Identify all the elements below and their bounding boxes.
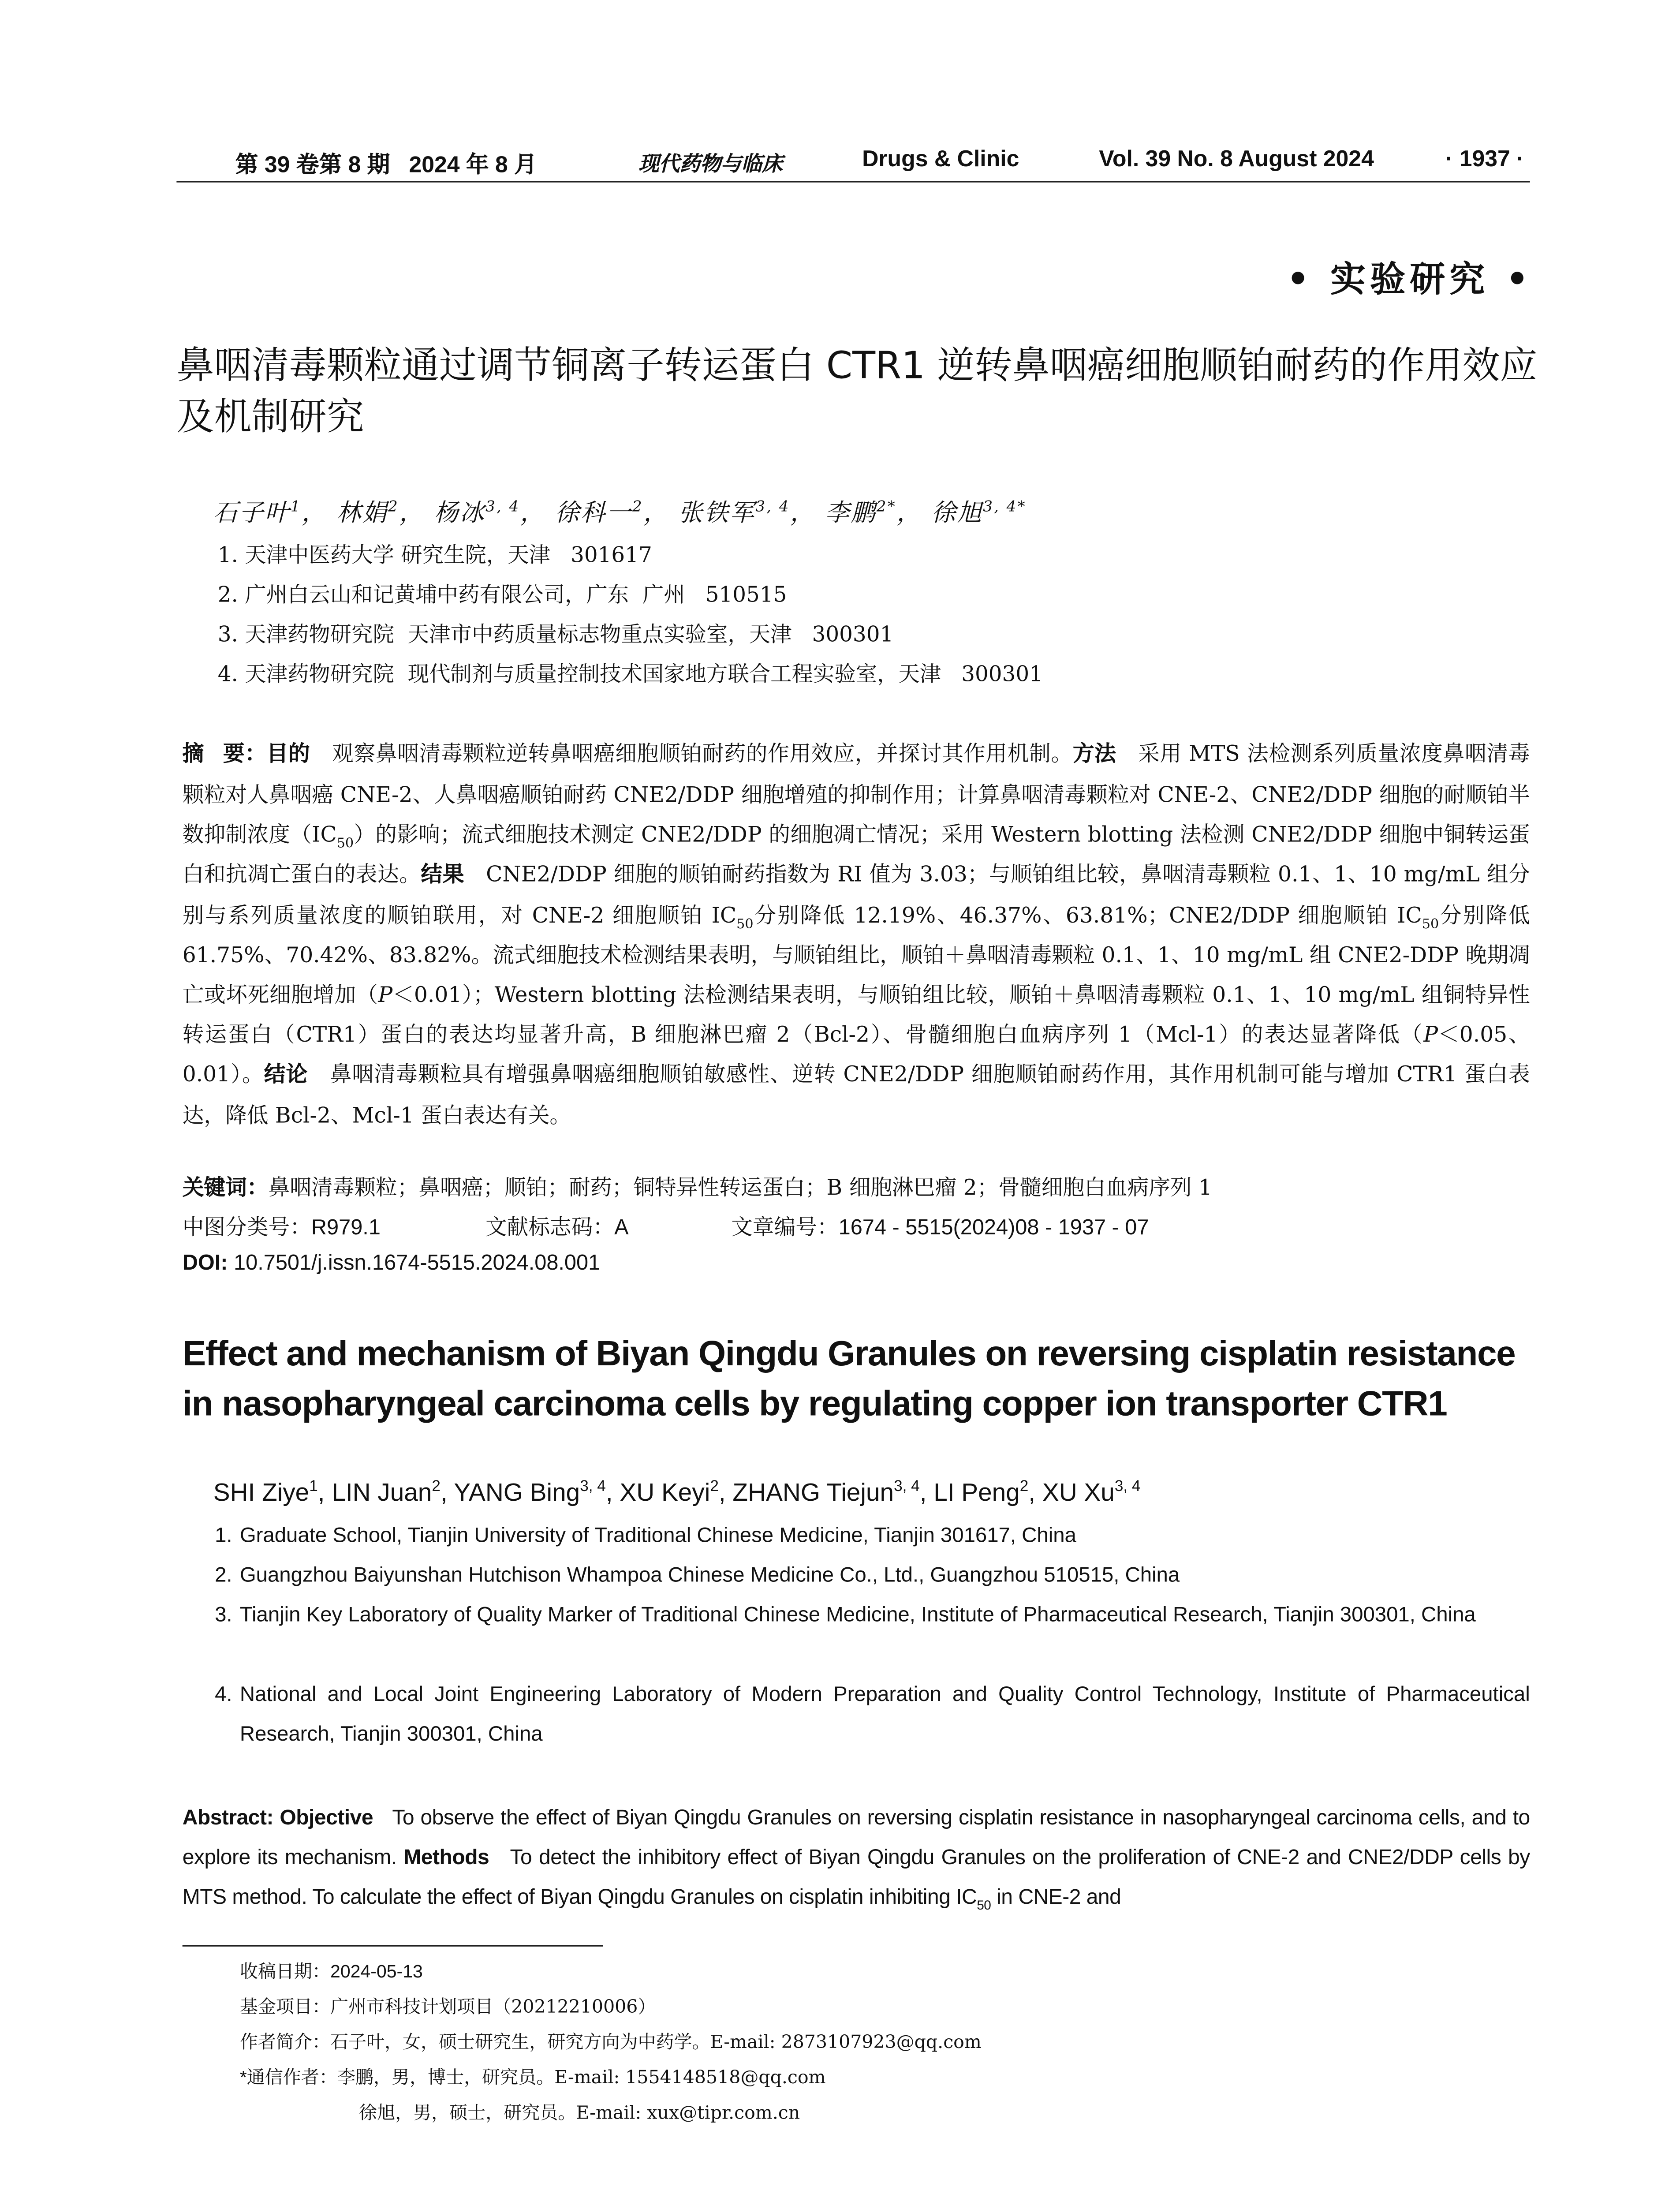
results-text-cont: ＜0.05、0.01）。 <box>182 1022 1530 1088</box>
ic50-subscript: 50 <box>736 918 754 933</box>
author-name: XU Xu <box>1042 1478 1115 1507</box>
affiliation-cn-3: 3. 天津药物研究院 天津市中药质量标志物重点实验室，天津 300301 <box>217 624 894 647</box>
header-journal-en: Drugs & Clinic <box>862 147 1019 172</box>
methods-text: 采用 MTS 法检测系列质量浓度鼻咽清毒颗粒对人鼻咽癌 CNE-2、人鼻咽癌顺铂耐药 CNE2/DDP 细胞增殖的抑制作用；计算鼻咽清毒颗粒对 CNE-2、CNE2/DDP 细胞的耐顺铂半数抑制浓度（IC <box>182 741 1530 848</box>
methods-label: Methods <box>403 1846 489 1870</box>
author-affiliation-mark: 3, 4 <box>485 499 520 516</box>
author-name: 徐旭 <box>931 499 983 527</box>
doc-code-value: A <box>614 1217 629 1241</box>
abstract-label: 摘 要： <box>182 743 267 767</box>
results-text-cont: ＜0.01）；Western blotting 法检测结果表明，与顺铂组比较，顺铂＋鼻咽清毒颗粒 0.1、1、10 mg/mL 组铜特异性转运蛋白（CTR1）蛋白的表达均显著升高，B 细胞淋巴瘤 2（Bcl-2）、骨髓细胞白血病序列 1（Mcl-1）的表达显著降低（ <box>182 983 1530 1048</box>
keywords-chinese <box>183 1171 1212 1202</box>
clc-value: R979.1 <box>311 1217 381 1241</box>
results-text-cont: 分别降低 61.75%、70.42%、83.82%。流式细胞技术检测结果表明，与顺铂组比，顺铂＋鼻咽清毒颗粒 0.1、1、10 mg/mL 组 CNE2-DDP 晚期凋亡或坏死细胞增加（ <box>182 903 1530 1008</box>
author-affiliation-mark: 1 <box>309 1477 318 1495</box>
author-affiliation-mark: 1 <box>290 499 302 516</box>
results-label: 结果 <box>421 863 464 887</box>
footnote-corresponding <box>240 2063 826 2089</box>
footnote-fund <box>240 1992 656 2018</box>
results-text: CNE2/DDP 细胞的顺铂耐药指数为 RI 值为 3.03；与顺铂组比较，鼻咽清毒颗粒 0.1、1、10 mg/mL 组分别与系列质量浓度的顺铂联用，对 CNE-2 细胞顺铂 IC <box>182 862 1530 929</box>
keywords-text: 鼻咽清毒颗粒；鼻咽癌；顺铂；耐药；铜特异性转运蛋白；B 细胞淋巴瘤 2；骨髓细胞白血病序列 1 <box>268 1175 1212 1201</box>
corresponding-author-1: 李鹏，男，博士，研究员。E-mail: 1554148518@qq.com <box>337 2067 826 2088</box>
affiliation-number: 4. <box>215 1683 232 1707</box>
affiliation-en-4 <box>215 1676 1530 1755</box>
author-bio-label: 作者简介： <box>239 2032 330 2053</box>
affiliation-en-2 <box>215 1557 1530 1596</box>
methods-text-cont: in CNE-2 and <box>997 1886 1121 1910</box>
document-code <box>485 1211 629 1242</box>
doi-label: DOI: <box>182 1252 228 1276</box>
classification-line <box>183 1211 381 1242</box>
author-name: 杨冰 <box>434 499 486 527</box>
objective-text: 观察鼻咽清毒颗粒逆转鼻咽癌细胞顺铂耐药的作用效应，并探讨其作用机制。 <box>332 741 1073 767</box>
author-name: XU Keyi <box>620 1478 710 1507</box>
author-affiliation-mark: 2 <box>632 499 643 516</box>
doi-value: 10.7501/j.issn.1674-5515.2024.08.001 <box>234 1252 601 1276</box>
running-header <box>176 143 1530 183</box>
affiliation-cn-1: 1. 天津中医药大学 研究生院，天津 301617 <box>217 544 652 568</box>
affiliation-cn-2: 2. 广州白云山和记黄埔中药有限公司，广东 广州 510515 <box>217 584 787 608</box>
affiliation-en-1 <box>215 1517 1530 1557</box>
ic50-subscript: 50 <box>336 837 354 852</box>
p-value-symbol: P <box>378 983 393 1008</box>
footnote-divider <box>183 1945 603 1947</box>
author-affiliation-mark: 2 <box>432 1477 441 1495</box>
author-name: LIN Juan <box>332 1478 432 1507</box>
results-text-cont: 分别降低 12.19%、46.37%、63.81%；CNE2/DDP 细胞顺铂 IC <box>753 903 1422 929</box>
doc-code-label: 文献标志码： <box>485 1217 615 1241</box>
affiliation-en-3 <box>215 1596 1530 1636</box>
author-name: 张铁军 <box>678 499 756 527</box>
header-page-number: · 1937 · <box>1445 147 1524 172</box>
footnote-corresponding-2 <box>359 2098 800 2125</box>
author-affiliation-mark: 3, 4* <box>983 499 1027 516</box>
affiliation-text: Tianjin Key Laboratory of Quality Marker of Traditional Chinese Medicine, Institute of Pharmaceutical Research, Tianjin 300301, China <box>239 1603 1476 1627</box>
fund-label: 基金项目： <box>239 1996 330 2018</box>
author-affiliation-mark: 3, 4 <box>894 1477 920 1495</box>
author-affiliation-mark: 2* <box>876 499 897 516</box>
article-number <box>731 1211 1149 1242</box>
corresponding-label: *通信作者： <box>239 2067 337 2088</box>
keywords-label: 关键词： <box>182 1177 269 1201</box>
ic50-subscript: 50 <box>1422 918 1439 933</box>
conclusion-text: 鼻咽清毒颗粒具有增强鼻咽癌细胞顺铂敏感性、逆转 CNE2/DDP 细胞顺铂耐药作用，其作用机制可能与增加 CTR1 蛋白表达，降低 Bcl-2、Mcl-1 蛋白表达有关。 <box>182 1062 1530 1129</box>
authors-chinese: 石子叶$^1$， 林娟$^2$， 杨冰$^{3, 4}$， 徐科一$^2$， 张铁军$^{3, 4}$， 李鹏$^{2*}$， 徐旭$^{3, 4*}$ <box>213 499 1027 527</box>
author-name: YANG Bing <box>454 1478 580 1507</box>
author-name: LI Peng <box>933 1478 1020 1507</box>
header-issue: 第 39 卷第 8 期 2024 年 8 月 <box>235 153 537 178</box>
affiliation-number: 2. <box>215 1564 232 1588</box>
affiliation-text: National and Local Joint Engineering Laboratory of Modern Preparation and Quality Control Technology, Institute of Pharmaceutical Research, Tianjin 300301, China <box>239 1683 1530 1747</box>
affiliation-text: Guangzhou Baiyunshan Hutchison Whampoa Chinese Medicine Co., Ltd., Guangzhou 510515, China <box>239 1564 1180 1588</box>
doi-line <box>183 1252 601 1275</box>
header-volume: Vol. 39 No. 8 August 2024 <box>1099 147 1374 172</box>
corresponding-author-2: 徐旭，男，硕士，研究员。E-mail: xux@tipr.com.cn <box>359 2102 800 2123</box>
abstract-objective-label: Abstract: Objective <box>182 1806 373 1831</box>
p-value-symbol: P <box>1423 1022 1438 1048</box>
author-name: SHI Ziye <box>213 1478 310 1507</box>
authors-english: SHI Ziye$^1$, LIN Juan$^2$, YANG Bing$^{3, 4}$, XU Keyi$^2$, ZHANG Tiejun$^{3, 4}$, LI Peng$^2$, XU Xu$^{3, 4}$ <box>213 1477 1141 1507</box>
ic50-subscript: 50 <box>977 1898 991 1913</box>
affiliation-text: Graduate School, Tianjin University of Traditional Chinese Medicine, Tianjin 301617, China <box>239 1524 1076 1548</box>
objective-text: To observe the effect of Biyan Qingdu Granules on reversing cisplatin resistance in nasopharyngeal carcinoma cells, and to explore its mechanism. <box>182 1806 1530 1870</box>
author-affiliation-mark: 3, 4 <box>1114 1477 1141 1495</box>
author-name: ZHANG Tiejun <box>732 1478 894 1507</box>
author-name: 石子叶 <box>213 499 291 527</box>
author-name: 李鹏 <box>825 499 877 527</box>
fund-text: 广州市科技计划项目（20212210006） <box>330 1996 656 2018</box>
footnote-author-bio <box>240 2027 982 2054</box>
abstract-english <box>183 1799 1530 1918</box>
received-label: 收稿日期： <box>239 1961 330 1982</box>
title-english: Effect and mechanism of Biyan Qingdu Granules on reversing cisplatin resistance in nasopharyngeal carcinoma cells by regulating copper ion transporter CTR1 <box>182 1334 1516 1424</box>
affiliation-cn-4: 4. 天津药物研究院 现代制剂与质量控制技术国家地方联合工程实验室，天津 300301 <box>217 663 1043 688</box>
clc-label: 中图分类号： <box>182 1217 311 1241</box>
author-name: 徐科一 <box>555 499 632 527</box>
methods-text-cont: ）的影响；流式细胞技术测定 CNE2/DDP 的细胞凋亡情况；采用 Western blotting 法检测 CNE2/DDP 细胞中铜转运蛋白和抗凋亡蛋白的表达。 <box>182 822 1530 887</box>
methods-label: 方法 <box>1072 743 1116 767</box>
title-chinese: 鼻咽清毒颗粒通过调节铜离子转运蛋白 CTR1 逆转鼻咽癌细胞顺铂耐药的作用效应及机制研究 <box>176 344 1538 440</box>
article-number-value: 1674 - 5515(2024)08 - 1937 - 07 <box>838 1217 1149 1241</box>
section-tag: • 实验研究 • <box>1286 257 1533 300</box>
author-name: 林娟 <box>336 499 388 527</box>
author-affiliation-mark: 3, 4 <box>755 499 790 516</box>
received-date: 2024-05-13 <box>330 1961 423 1982</box>
conclusion-label: 结论 <box>264 1064 308 1088</box>
affiliation-number: 3. <box>215 1603 232 1627</box>
author-bio-text: 石子叶，女，硕士研究生，研究方向为中药学。E-mail: 2873107923@qq.com <box>330 2032 982 2053</box>
footnote-received <box>240 1957 423 1983</box>
affiliation-number: 1. <box>215 1524 232 1548</box>
abstract-chinese <box>183 734 1530 1136</box>
author-affiliation-mark: 2 <box>388 499 399 516</box>
header-journal-cn: 现代药物与临床 <box>638 153 783 177</box>
author-affiliation-mark: 2 <box>1019 1477 1029 1495</box>
objective-label: 目的 <box>266 743 310 767</box>
author-affiliation-mark: 3, 4 <box>580 1477 606 1495</box>
methods-text: To detect the inhibitory effect of Biyan Qingdu Granules on the proliferation of CNE-2 and CNE2/DDP cells by MTS method. To calculate the effect of Biyan Qingdu Granules on cisplatin inhibiting IC <box>182 1846 1530 1910</box>
author-affiliation-mark: 2 <box>710 1477 719 1495</box>
article-number-label: 文章编号： <box>731 1217 839 1241</box>
